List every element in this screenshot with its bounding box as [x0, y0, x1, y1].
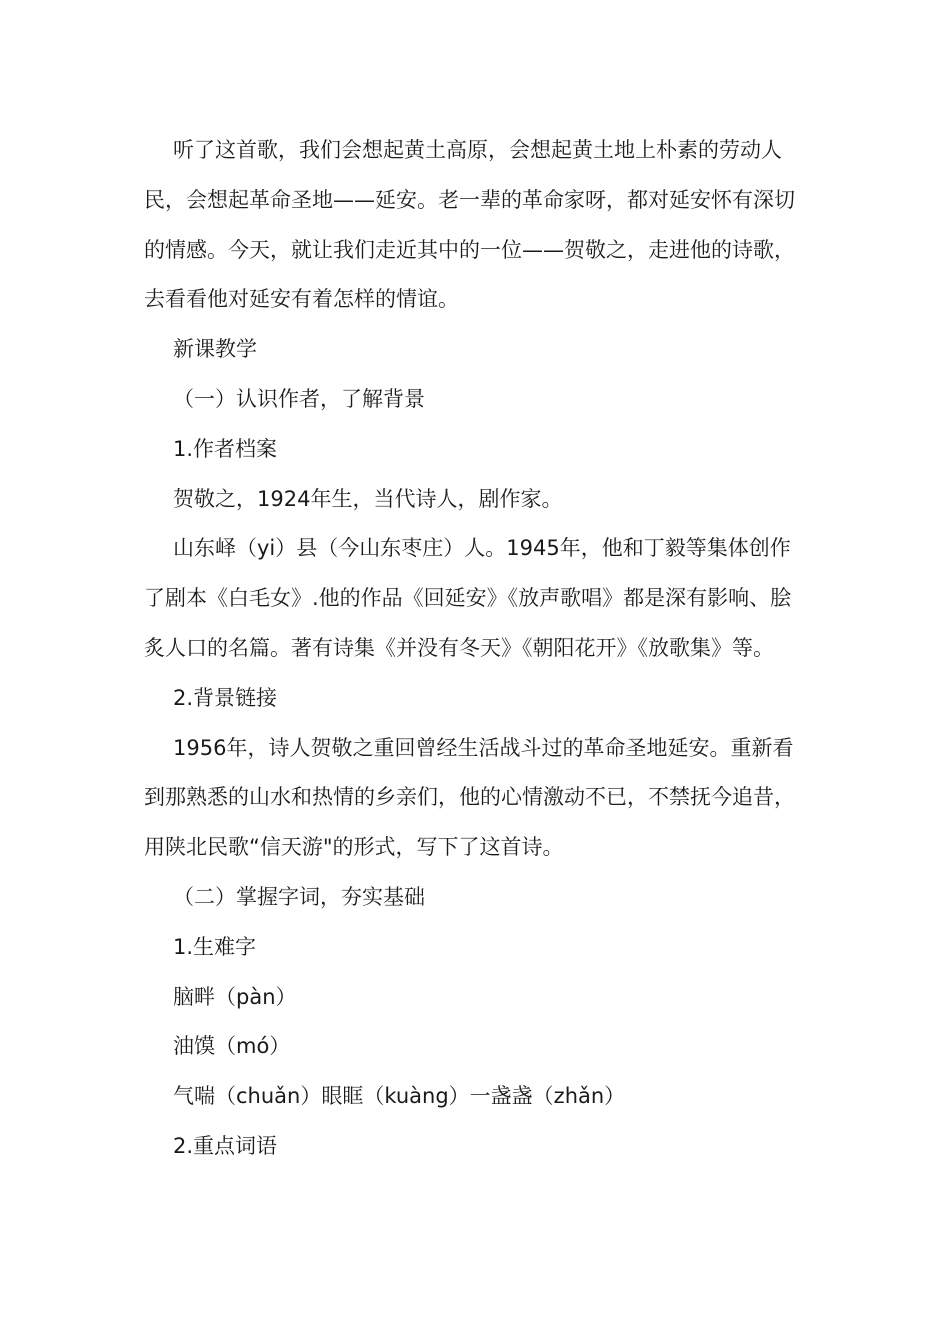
vocab-line: 油馍（mó） — [173, 1034, 291, 1059]
vocab-line: 气喘（chuǎn）眼眶（kuàng）一盏盏（zhǎn） — [173, 1084, 626, 1109]
section-heading-new-lesson: 新课教学 — [173, 337, 257, 362]
item-heading-author-profile: 1.作者档案 — [173, 436, 278, 461]
item-heading-key-words: 2.重点词语 — [173, 1133, 278, 1158]
vocab-line: 脑畔（pàn） — [173, 984, 297, 1009]
subsection-heading-vocabulary: （二）掌握字词，夯实基础 — [173, 884, 425, 909]
item-heading-difficult-characters: 1.生难字 — [173, 934, 257, 959]
background-paragraph: 1956年，诗人贺敬之重回曾经生活战斗过的革命圣地延安。重新看到那熟悉的山水和热情的乡亲们，他的心情激动不已，不禁抚今追昔，用陕北民歌“信天游"的形式，写下了这首诗。 — [144, 735, 795, 860]
author-works-paragraph: 山东峄（yi）县（今山东枣庄）人。1945年，他和丁毅等集体创作了剧本《白毛女》.他的作品《回延安》《放声歌唱》都是深有影响、脍炙人口的名篇。著有诗集《并没有冬天》《朝阳花开》《放歌集》等。 — [144, 536, 792, 660]
document-body — [144, 126, 808, 1172]
subsection-heading-author-background: （一）认识作者，了解背景 — [173, 386, 425, 411]
intro-paragraph: 听了这首歌，我们会想起黄土高原，会想起黄土地上朴素的劳动人民，会想起革命圣地——延安。老一辈的革命家呀，都对延安怀有深切的情感。今天，就让我们走近其中的一位——贺敬之，走进他的诗歌，去看看他对延安有着怎样的情谊。 — [144, 138, 795, 312]
author-birth-paragraph: 贺敬之，1924年生，当代诗人，剧作家。 — [173, 486, 563, 511]
item-heading-background-link: 2.背景链接 — [173, 685, 278, 710]
